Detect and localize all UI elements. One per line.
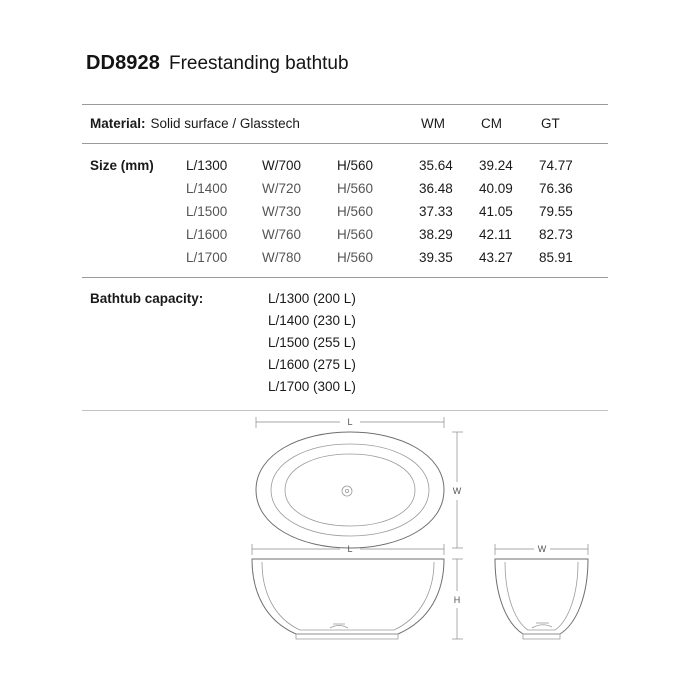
size-length: L/1300 [186, 157, 228, 173]
size-length: L/1700 [186, 249, 228, 265]
capacity-section [82, 278, 608, 410]
size-wm: 39.35 [419, 249, 453, 265]
size-width: W/780 [262, 249, 302, 265]
capacity-item: L/1400 (230 L) [268, 313, 356, 328]
size-height: H/560 [337, 226, 374, 242]
size-width: W/730 [262, 203, 302, 219]
front-view-drawing [252, 544, 463, 639]
material-label: Material: [90, 116, 146, 131]
size-length: L/1600 [186, 226, 228, 242]
size-wm: 36.48 [419, 180, 453, 196]
size-label: Size (mm) [90, 157, 154, 173]
material-value: Solid surface / Glasstech [150, 116, 300, 131]
size-width: W/760 [262, 226, 302, 242]
size-cm: 39.24 [479, 157, 513, 173]
size-height: H/560 [337, 180, 374, 196]
table-row [90, 154, 608, 177]
column-header-wm: WM [421, 116, 445, 131]
table-row [90, 200, 608, 223]
specification-table [82, 104, 608, 411]
size-cm: 42.11 [479, 226, 512, 242]
size-height: H/560 [337, 157, 374, 173]
capacity-item: L/1500 (255 L) [268, 335, 356, 350]
technical-drawings [0, 392, 700, 692]
size-gt: 79.55 [539, 203, 573, 219]
size-cm: 40.09 [479, 180, 513, 196]
size-gt: 85.91 [539, 249, 573, 265]
material-row [82, 105, 608, 143]
size-gt: 76.36 [539, 180, 573, 196]
side-view-drawing [495, 544, 588, 639]
front-view-height-label: H [453, 595, 461, 605]
page-title [86, 52, 349, 75]
product-name: Freestanding bathtub [168, 53, 349, 74]
table-row [90, 177, 608, 200]
capacity-item: L/1700 (300 L) [268, 379, 356, 394]
capacity-values [268, 288, 356, 398]
size-height: H/560 [337, 203, 374, 219]
top-view-length-label: L [347, 417, 353, 427]
size-gt: 74.77 [539, 157, 573, 173]
side-view-width-label: W [537, 544, 547, 554]
size-wm: 38.29 [419, 226, 453, 242]
size-section [82, 144, 608, 277]
product-code: DD8928 [86, 52, 160, 74]
front-view-length-label: L [347, 544, 353, 554]
column-header-gt: GT [541, 116, 560, 131]
table-row [90, 246, 608, 269]
drawing-canvas [0, 392, 700, 692]
top-view-width-label: W [452, 486, 462, 496]
top-view-drawing [256, 417, 463, 548]
capacity-item: L/1300 (200 L) [268, 291, 356, 306]
size-wm: 37.33 [419, 203, 453, 219]
size-cm: 41.05 [479, 203, 513, 219]
size-height: H/560 [337, 249, 374, 265]
table-row [90, 223, 608, 246]
column-header-cm: CM [481, 116, 502, 131]
size-width: W/700 [262, 157, 302, 173]
size-wm: 35.64 [419, 157, 453, 173]
capacity-item: L/1600 (275 L) [268, 357, 356, 372]
size-length: L/1500 [186, 203, 228, 219]
size-gt: 82.73 [539, 226, 573, 242]
capacity-label: Bathtub capacity: [90, 291, 204, 306]
size-cm: 43.27 [479, 249, 513, 265]
size-width: W/720 [262, 180, 302, 196]
size-length: L/1400 [186, 180, 228, 196]
